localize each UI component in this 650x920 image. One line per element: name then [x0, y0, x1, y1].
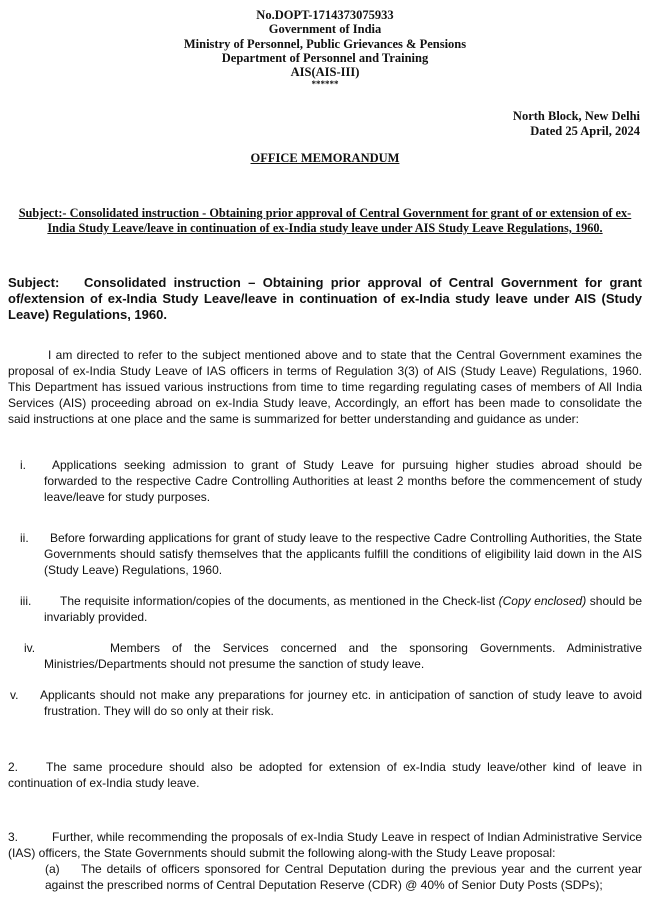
- paragraph-text: The same procedure should also be adopted for extension of ex-India study leave/other kind of leave in continuation of ex-India study leave.: [8, 760, 642, 790]
- list-text: Members of the Services concerned and the sponsoring Governments. Administrative Ministries/Departments should not presume the sanction of study leave.: [44, 641, 642, 671]
- paragraph-text: Further, while recommending the proposals of ex-India Study Leave in respect of Indian Administrative Service (IAS) officers, the State Governments should submit the following along-with the Study Leave proposal:: [8, 830, 642, 860]
- list-text: Applicants should not make any preparations for journey etc. in anticipation of sanction of study leave to avoid frustration. They will do so only at their risk.: [40, 688, 642, 718]
- list-item-i: [8, 457, 642, 505]
- paragraph-2: [8, 759, 642, 791]
- section-name: AIS(AIS-III): [290, 65, 360, 80]
- paragraph-3-sub-a: [8, 861, 642, 893]
- list-item-ii: [8, 530, 642, 578]
- subject-line-original: Subject:- Consolidated instruction - Obtaining prior approval of Central Government for grant of or extension of ex-India Study Leave/leave in continuation of ex-India study leave under AIS Study Leave Regulations, 1960.: [18, 206, 632, 235]
- separator-stars: ******: [311, 79, 339, 90]
- subject-label: Subject:: [8, 275, 60, 290]
- list-text-italic: (Copy enclosed): [498, 594, 587, 608]
- date: Dated 25 April, 2024: [530, 123, 640, 138]
- paragraph-number: 2.: [8, 760, 19, 774]
- list-marker: v.: [10, 688, 19, 702]
- sub-item-text: The details of officers sponsored for Central Deputation during the previous year and the current year against the prescribed norms of Central Deputation Reserve (CDR) @ 40% of Senior Duty Posts (SDPs);: [45, 862, 642, 892]
- list-item-iii: [8, 593, 642, 625]
- place-date-block: [513, 109, 640, 138]
- sub-item-marker: (a): [45, 862, 60, 876]
- list-marker: iv.: [24, 641, 36, 655]
- ministry-name: Ministry of Personnel, Public Grievances & Pensions: [183, 36, 467, 51]
- reference-number: No.DOPT-1714373075933: [256, 8, 394, 22]
- letterhead: [0, 8, 650, 90]
- paragraph-3: [8, 829, 642, 861]
- department-name: Department of Personnel and Training: [221, 50, 429, 65]
- list-marker: i.: [20, 458, 26, 472]
- document-title: OFFICE MEMORANDUM: [250, 151, 400, 165]
- list-text: Before forwarding applications for grant of study leave to the respective Cadre Controlling Authorities, the State Governments should satisfy themselves that the applicants fulfill the conditions of eligibility laid down in the AIS (Study Leave) Regulations, 1960.: [44, 531, 642, 577]
- government-name: Government of India: [268, 22, 382, 37]
- list-marker: iii.: [20, 594, 32, 608]
- list-item-iv: [8, 640, 642, 672]
- list-text: [44, 593, 642, 625]
- list-text-end: should be invariably provided.: [44, 594, 643, 624]
- list-text: Applications seeking admission to grant of Study Leave for pursuing higher studies abroad should be forwarded to the respective Cadre Controlling Authorities at least 2 months before the commencement of study leave/leave for study purposes.: [44, 458, 642, 504]
- paragraph-number: 3.: [8, 830, 19, 844]
- subject-text: Consolidated instruction – Obtaining prior approval of Central Government for grant of/extension of ex-India Study Leave/leave in continuation of ex-India study leave under AIS (Study Leave) Regulations, 1960.: [8, 275, 642, 322]
- place: North Block, New Delhi: [512, 109, 640, 123]
- list-text-main: The requisite information/copies of the documents, as mentioned in the Check-list: [60, 594, 496, 608]
- list-item-v: [8, 687, 642, 719]
- list-marker: ii.: [20, 531, 29, 545]
- subject-line: [8, 275, 642, 323]
- paragraph-1: I am directed to refer to the subject mentioned above and to state that the Central Government examines the proposal of ex-India Study Leave of IAS officers in terms of Regulation 3(3) of AIS (Study Leave) Regulations, 1960. This Department has issued various instructions from time to time regarding regulating cases of members of All India Services (AIS) proceeding abroad on ex-India Study leave, Accordingly, an effort has been made to consolidate the said instructions at one place and the same is summarized for better understanding and guidance as under:: [8, 348, 642, 426]
